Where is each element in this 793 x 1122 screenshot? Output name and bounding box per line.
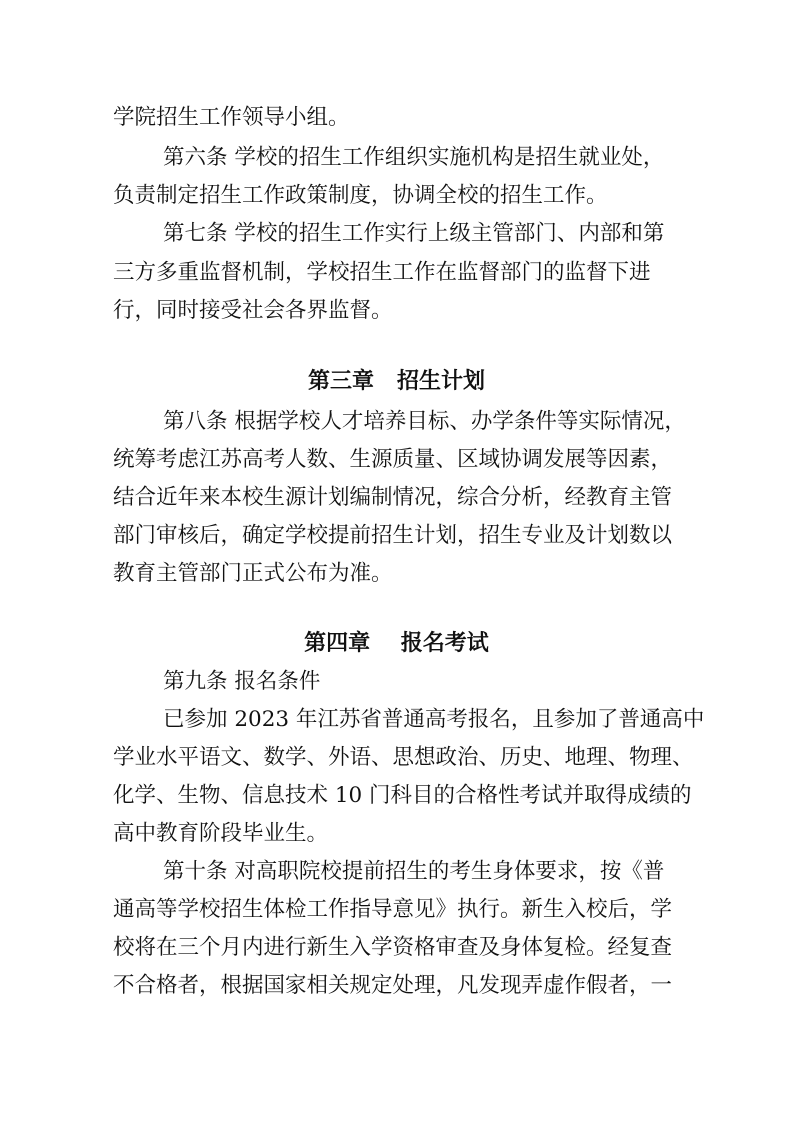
article-6-line-2: 负责制定招生工作政策制度，协调全校的招生工作。 [113,183,608,208]
article-7-line-3: 行，同时接受社会各界监督。 [113,298,393,323]
article-8-line-5: 教育主管部门正式公布为准。 [113,561,393,586]
article-10-line-3: 校将在三个月内进行新生入学资格审查及身体复检。经复查 [113,935,673,960]
conditions-line-1: 已参加 2023 年江苏省普通高考报名，且参加了普通高中 [163,707,705,732]
conditions-line-4: 高中教育阶段毕业生。 [113,821,329,846]
article-7-line-2: 三方多重监督机制，学校招生工作在监督部门的监督下进 [113,260,651,285]
article-10-line-1: 第十条 对高职院校提前招生的考生身体要求，按《普 [163,859,665,884]
conditions-line-2: 学业水平语文、数学、外语、思想政治、历史、地理、物理、 [113,745,694,770]
conditions-line-3: 化学、生物、信息技术 10 门科目的合格性考试并取得成绩的 [113,783,692,808]
article-8-line-4: 部门审核后，确定学校提前招生计划，招生专业及计划数以 [113,523,673,548]
article-7-line-1: 第七条 学校的招生工作实行上级主管部门、内部和第 [163,221,665,246]
article-8-line-2: 统筹考虑江苏高考人数、生源质量、区域协调发展等因素， [113,447,673,472]
paragraph-line: 学院招生工作领导小组。 [113,105,350,130]
article-10-line-2: 通高等学校招生体检工作指导意见》执行。新生入校后，学 [113,897,673,922]
chapter-4-heading: 第四章 报名考试 [304,631,489,656]
article-6-line-1: 第六条 学校的招生工作组织实施机构是招生就业处， [163,145,665,170]
article-8-line-3: 结合近年来本校生源计划编制情况，综合分析，经教育主管 [113,485,673,510]
article-9-line-1: 第九条 报名条件 [163,669,321,694]
article-10-line-4: 不合格者，根据国家相关规定处理，凡发现弄虚作假者，一 [113,973,673,998]
chapter-3-heading: 第三章 招生计划 [308,369,485,394]
article-8-line-1: 第八条 根据学校人才培养目标、办学条件等实际情况， [163,409,686,434]
